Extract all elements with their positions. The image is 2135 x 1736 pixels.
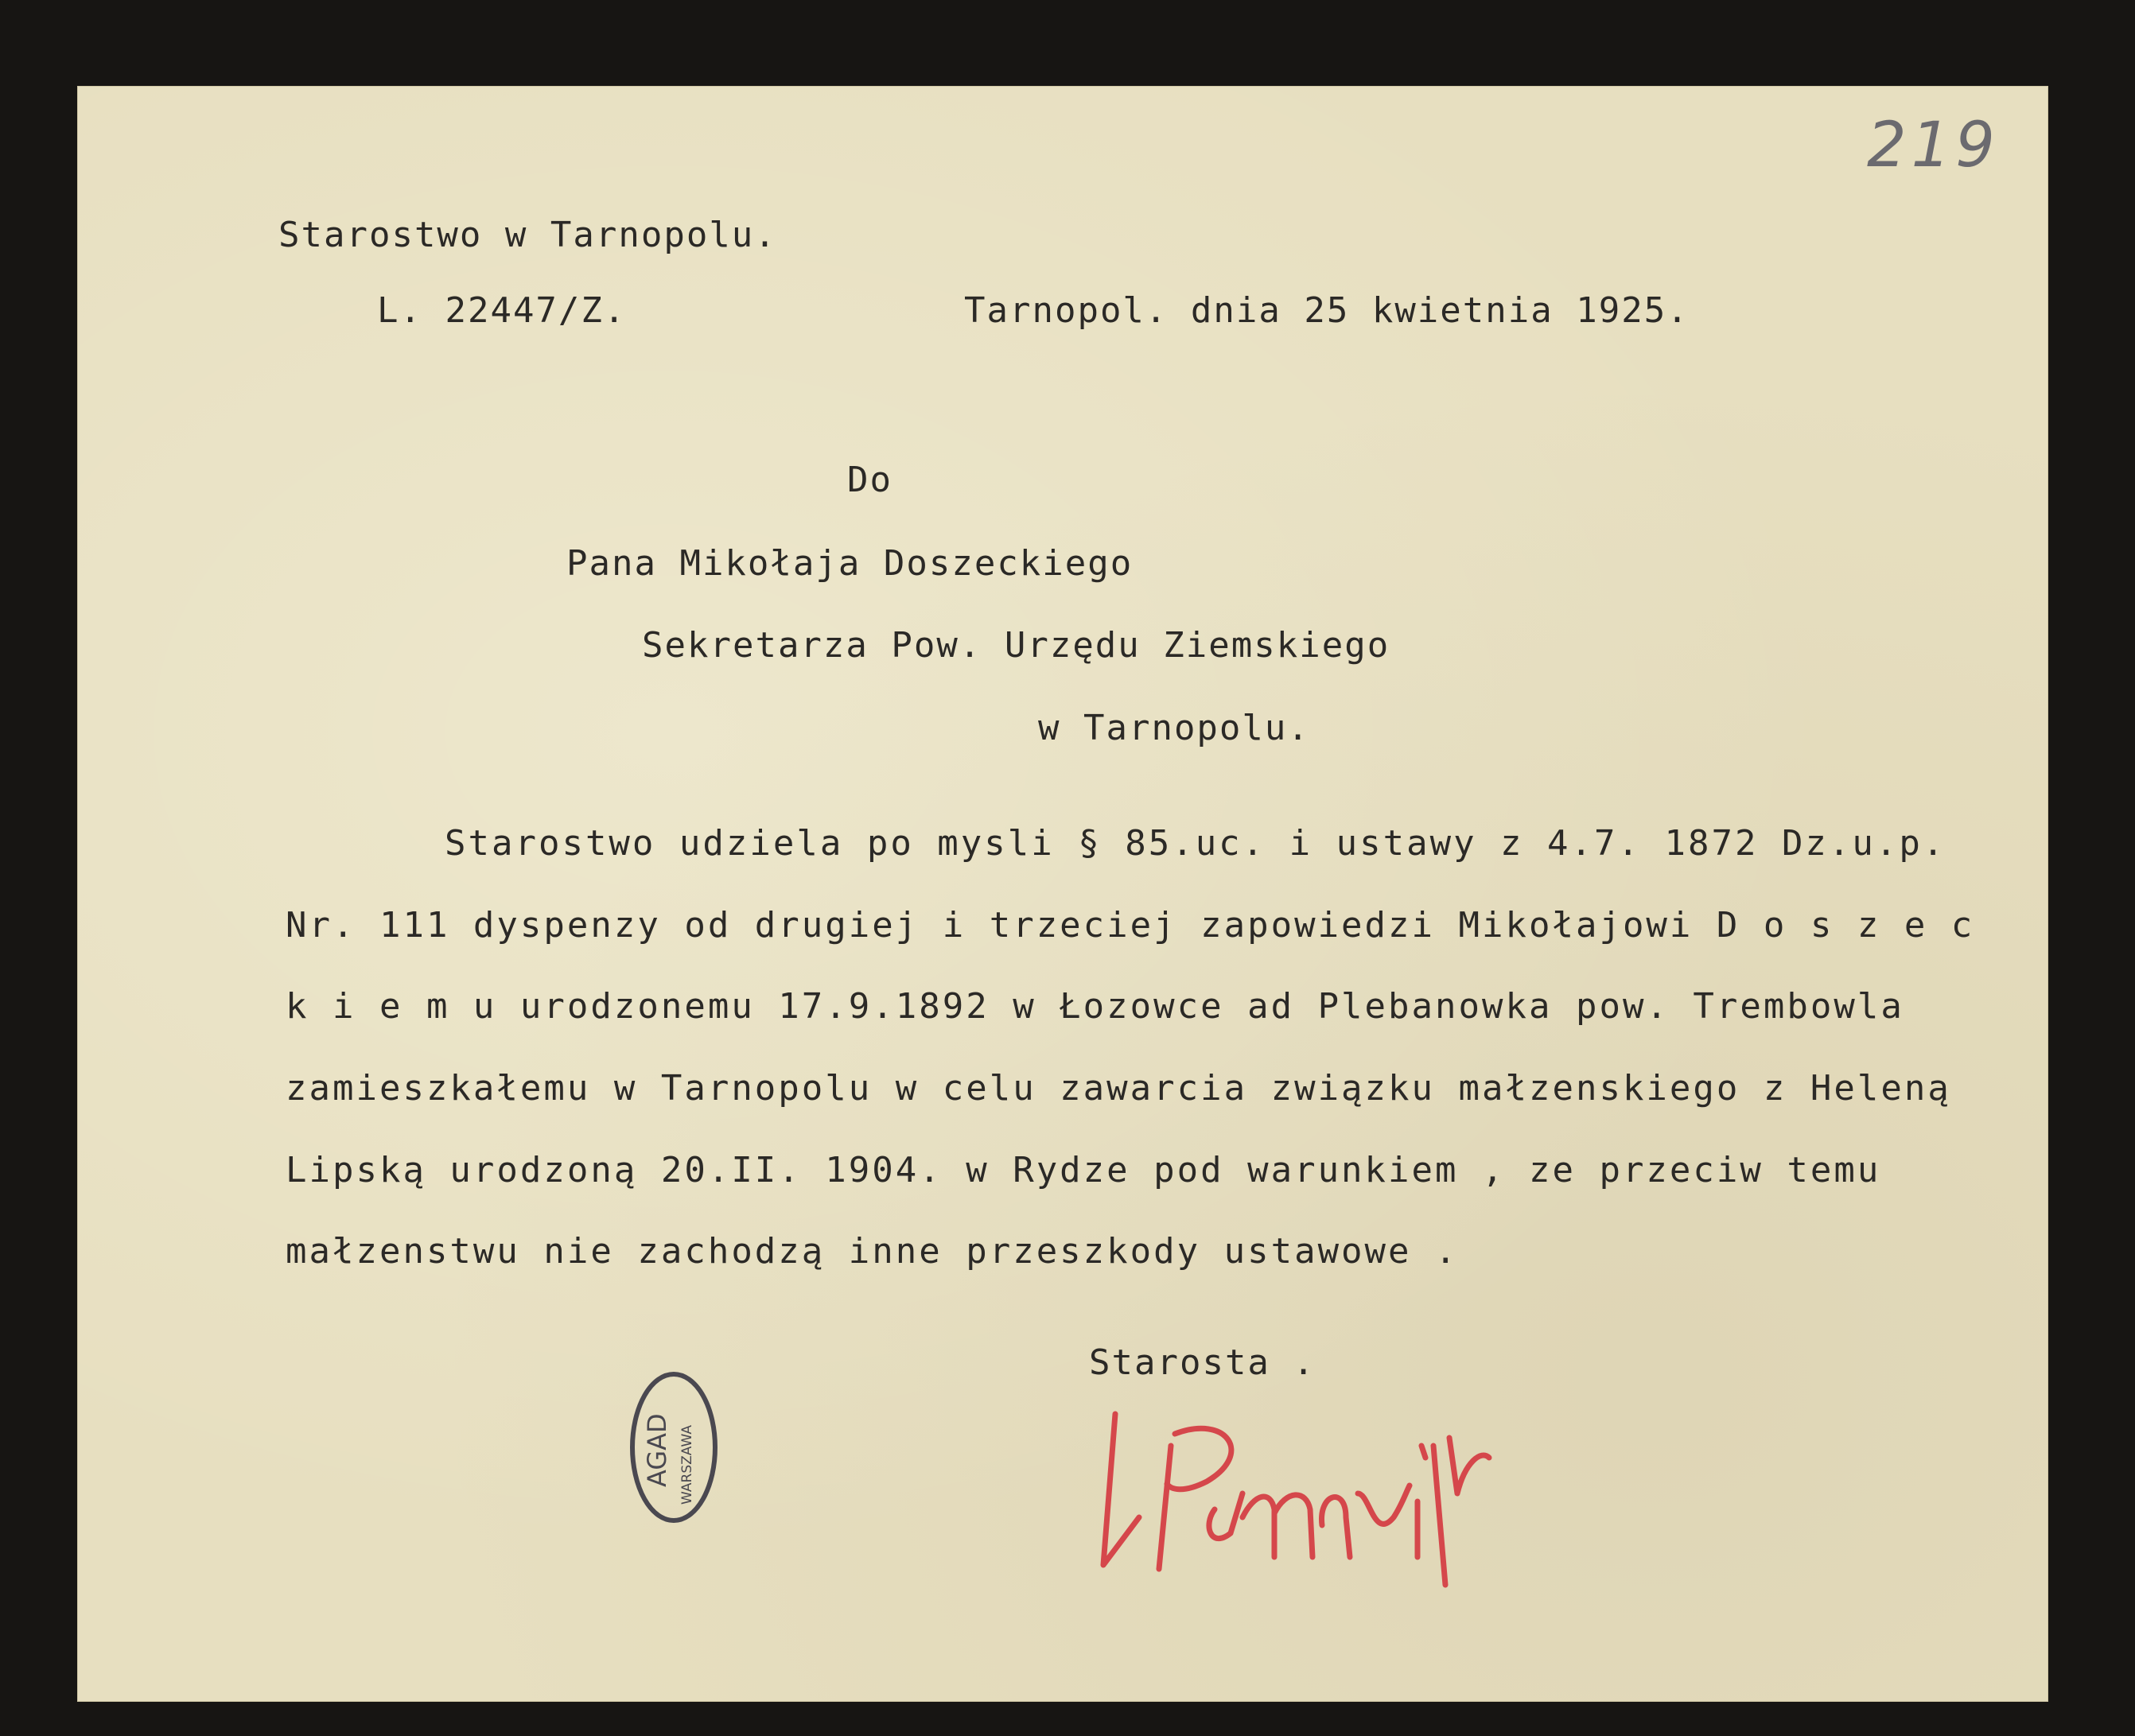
stamp-line1: AGAD [642,1413,672,1487]
body-line-2: Nr. 111 dyspenzy od drugiej i trzeciej zapowiedzi Mikołajowi D o s z e c [286,905,1975,946]
recipient-name: Pana Mikołaja Doszeckiego [566,543,1134,584]
recipient-title: Sekretarza Pow. Urzędu Ziemskiego [642,625,1390,666]
place-date: Tarnopol. dnia 25 kwietnia 1925. [964,290,1690,331]
body-line-1: Starostwo udziela po mysli § 85.uc. i ustawy z 4.7. 1872 Dz.u.p. [445,823,1946,864]
signature [1083,1398,1529,1600]
body-line-6: małzenstwu nie zachodzą inne przeszkody ustawowe . [286,1231,1459,1272]
body-line-3: k i e m u urodzonemu 17.9.1892 w Łozowce ad Plebanowka pow. Trembowla [286,986,1904,1027]
office-name: Starostwo w Tarnopolu. [278,215,777,255]
body-line-5: Lipską urodzoną 20.II. 1904. w Rydze pod warunkiem , ze przeciw temu [286,1150,1881,1190]
closing-title: Starosta . [1089,1342,1316,1383]
stamp-line2: WARSZAWA [679,1425,695,1505]
reference-number: L. 22447/Z. [377,290,627,331]
recipient-location: w Tarnopolu. [1038,708,1310,748]
document-page [77,86,2048,1702]
archive-page-number: 219 [1867,110,2000,181]
archive-stamp [626,1368,721,1530]
body-line-4: zamieszkałemu w Tarnopolu w celu zawarcia związku małzenskiego z Heleną [286,1068,1951,1109]
recipient-to: Do [847,460,892,500]
